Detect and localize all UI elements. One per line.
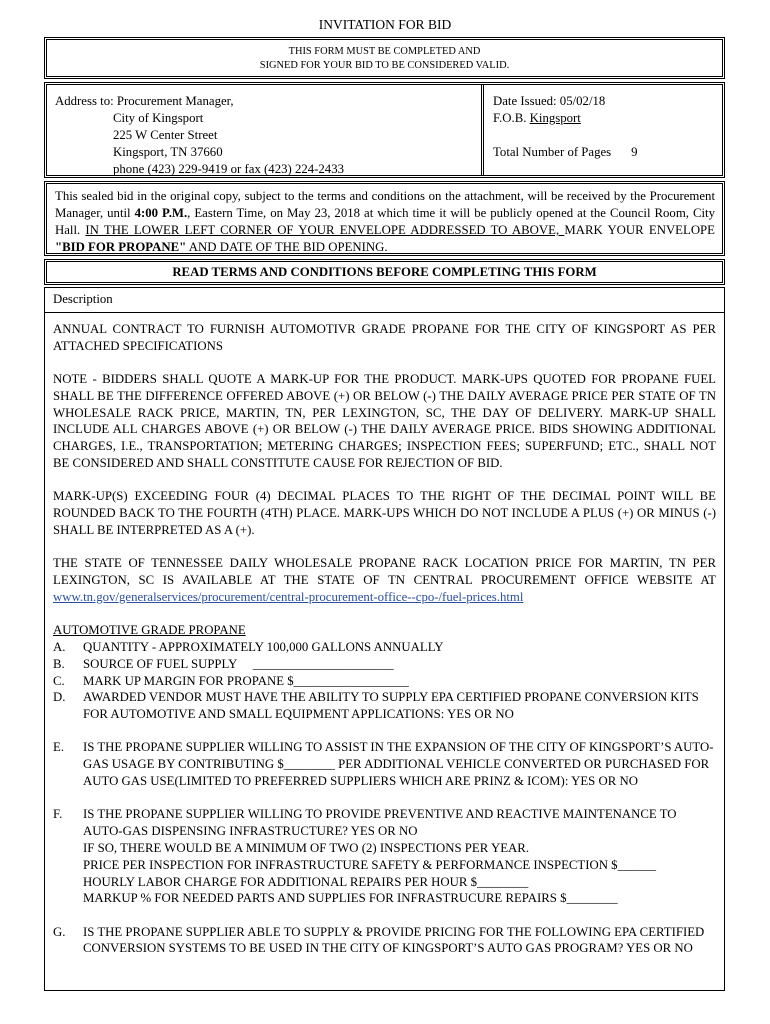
- sealed-text-2: , Eastern Time, on May 23, 2018 at which time it will be publicly opened at the Council Room, City Hall.: [55, 206, 715, 237]
- note-paragraph: NOTE - BIDDERS SHALL QUOTE A MARK-UP FOR THE PRODUCT. MARK-UPS QUOTED FOR PROPANE FUEL SHALL BE THE DIFFERENCE OFFERED ABOVE (+) OR BELOW (-) THE DAILY AVERAGE PRICE PER STATE OF TN WHOLESALE RACK PRICE, MARTIN, TN, PER LEXINGTON, SC, THE DAY OF DELIVERY. MARK-UP SHALL INCLUDE ALL CHARGES ABOVE (+) OR BELOW (-) THE DAILY AVERAGE PRICE. BIDS SHOWING ADDITIONAL CHARGES, I.E., TRANSPORTATION; METERING CHARGES; INSPECTION FEES; SUPERFUND; ETC., SHALL NOT BE CONSIDERED AND SHALL CONSTITUTE CAUSE FOR REJECTION OF BID.: [53, 372, 716, 471]
- grade-propane-list: [53, 622, 716, 723]
- envelope-instruction: IN THE LOWER LEFT CORNER OF YOUR ENVELOPE ADDRESSED TO ABOVE,: [85, 223, 565, 237]
- address-label: Address to: Procurement Manager,: [55, 94, 234, 108]
- sealed-text-4: AND DATE OF THE BID OPENING.: [186, 240, 388, 254]
- item-letter: G.: [53, 924, 66, 939]
- sealed-text-1: This sealed bid in the original copy, subject to the terms and conditions on the attachment, will be received by the Procurement Manager, until: [55, 189, 715, 220]
- item-text: SOURCE OF FUEL SUPPLY ______________________: [83, 656, 394, 671]
- list-item: [53, 639, 716, 656]
- item-text: AWARDED VENDOR MUST HAVE THE ABILITY TO SUPPLY EPA CERTIFIED PROPANE CONVERSION KITS FOR AUTOMOTIVE AND SMALL EQUIPMENT APPLICATIONS: YES OR NO: [83, 690, 699, 722]
- item-f-content: [83, 806, 716, 907]
- total-pages-label: Total Number of Pages: [493, 145, 612, 159]
- parts-markup-field: MARKUP % FOR NEEDED PARTS AND SUPPLIES FOR INFRASTRUCURE REPAIRS $________: [83, 891, 618, 906]
- description-label: Description: [45, 288, 724, 313]
- deadline-time: 4:00 P.M.: [134, 206, 188, 220]
- total-pages: [493, 144, 638, 161]
- description-box: [44, 287, 725, 991]
- markup-paragraph: MARK-UP(S) EXCEEDING FOUR (4) DECIMAL PLACES TO THE RIGHT OF THE DECIMAL POINT WILL BE ROUNDED BACK TO THE FOURTH (4TH) PLACE. MARK-UPS WHICH DO NOT INCLUDE A PLUS (+) OR MINUS (-) SHALL BE INTERPRETED AS A (+).: [53, 489, 716, 537]
- issue-info: [493, 93, 638, 161]
- address-phone-fax: phone (423) 229-9419 or fax (423) 224-2433: [113, 162, 345, 176]
- read-terms-heading: READ TERMS AND CONDITIONS BEFORE COMPLETING THIS FORM: [44, 259, 725, 285]
- maintenance-question: IS THE PROPANE SUPPLIER WILLING TO PROVIDE PREVENTIVE AND REACTIVE MAINTENANCE TO AUTO-GAS DISPENSING INFRASTRUCTURE? YES OR NO: [83, 807, 677, 839]
- item-letter: C.: [53, 673, 65, 688]
- annual-contract-paragraph: ANNUAL CONTRACT TO FURNISH AUTOMOTIVR GRADE PROPANE FOR THE CITY OF KINGSPORT AS PER ATTACHED SPECIFICATIONS: [53, 322, 716, 353]
- notice-line-2: SIGNED FOR YOUR BID TO BE CONSIDERED VALID.: [259, 60, 510, 71]
- page-title: INVITATION FOR BID: [318, 17, 452, 32]
- item-e: [53, 739, 716, 789]
- fob-line: [493, 110, 638, 127]
- item-text: IS THE PROPANE SUPPLIER WILLING TO ASSIST IN THE EXPANSION OF THE CITY OF KINGSPORT’S AUTO-GAS USAGE BY CONTRIBUTING $________ PER ADDITIONAL VEHICLE CONVERTED OR PURCHASED FOR AUTO GAS USE(LIMITED TO PREFERRED SUPPLIERS WHICH ARE PRINZ & ICOM): YES OR NO: [83, 740, 714, 789]
- item-f: [53, 806, 716, 907]
- item-g: [53, 924, 716, 958]
- item-letter: D.: [53, 690, 66, 705]
- sealed-bid-statement: [44, 181, 725, 256]
- validity-notice: [44, 37, 725, 79]
- list-item: [53, 689, 716, 723]
- inspection-minimum: IF SO, THERE WOULD BE A MINIMUM OF TWO (2) INSPECTIONS PER YEAR.: [83, 840, 530, 855]
- description-body: [45, 313, 724, 957]
- item-letter: B.: [53, 656, 65, 671]
- fob-value: Kingsport: [529, 111, 581, 125]
- item-letter: F.: [53, 807, 63, 822]
- address-line-1: City of Kingsport: [113, 111, 204, 125]
- item-letter: E.: [53, 740, 65, 755]
- state-price-text: THE STATE OF TENNESSEE DAILY WHOLESALE PROPANE RACK LOCATION PRICE FOR MARTIN, TN PER LEXINGTON, SC IS AVAILABLE AT THE STATE OF TN CENTRAL PROCUREMENT OFFICE WEBSITE AT: [53, 556, 716, 588]
- address-line-2: 225 W Center Street: [113, 128, 218, 142]
- fuel-prices-link[interactable]: www.tn.gov/generalservices/procurement/central-procurement-office--cpo-/fuel-prices.html: [53, 589, 524, 604]
- address-section: [44, 82, 725, 178]
- list-item: [53, 656, 716, 673]
- item-text: QUANTITY - APPROXIMATELY 100,000 GALLONS ANNUALLY: [83, 639, 444, 654]
- item-text: MARK UP MARGIN FOR PROPANE $__________________: [83, 673, 409, 688]
- sealed-text-3: MARK YOUR ENVELOPE: [564, 223, 715, 237]
- list-item: [53, 673, 716, 690]
- state-price-paragraph: [53, 555, 716, 605]
- notice-line-1: THIS FORM MUST BE COMPLETED AND: [288, 46, 481, 57]
- address-block: [55, 93, 344, 178]
- inspection-price-field: PRICE PER INSPECTION FOR INFRASTRUCTURE SAFETY & PERFORMANCE INSPECTION $______: [83, 857, 656, 872]
- item-letter: A.: [53, 639, 66, 654]
- fob-label: F.O.B.: [493, 111, 530, 125]
- total-pages-value: 9: [631, 145, 638, 159]
- date-issued: Date Issued: 05/02/18: [493, 94, 606, 108]
- address-divider: [481, 85, 484, 175]
- bid-for-propane: "BID FOR PROPANE": [55, 240, 187, 254]
- hourly-labor-field: HOURLY LABOR CHARGE FOR ADDITIONAL REPAIRS PER HOUR $________: [83, 874, 529, 889]
- address-line-3: Kingsport, TN 37660: [113, 145, 223, 159]
- grade-heading: AUTOMOTIVE GRADE PROPANE: [53, 623, 246, 638]
- item-text: IS THE PROPANE SUPPLIER ABLE TO SUPPLY & PROVIDE PRICING FOR THE FOLLOWING EPA CERTIFIED CONVERSION SYSTEMS TO BE USED IN THE CITY OF KINGSPORT’S AUTO GAS PROGRAM? YES OR NO: [83, 924, 705, 956]
